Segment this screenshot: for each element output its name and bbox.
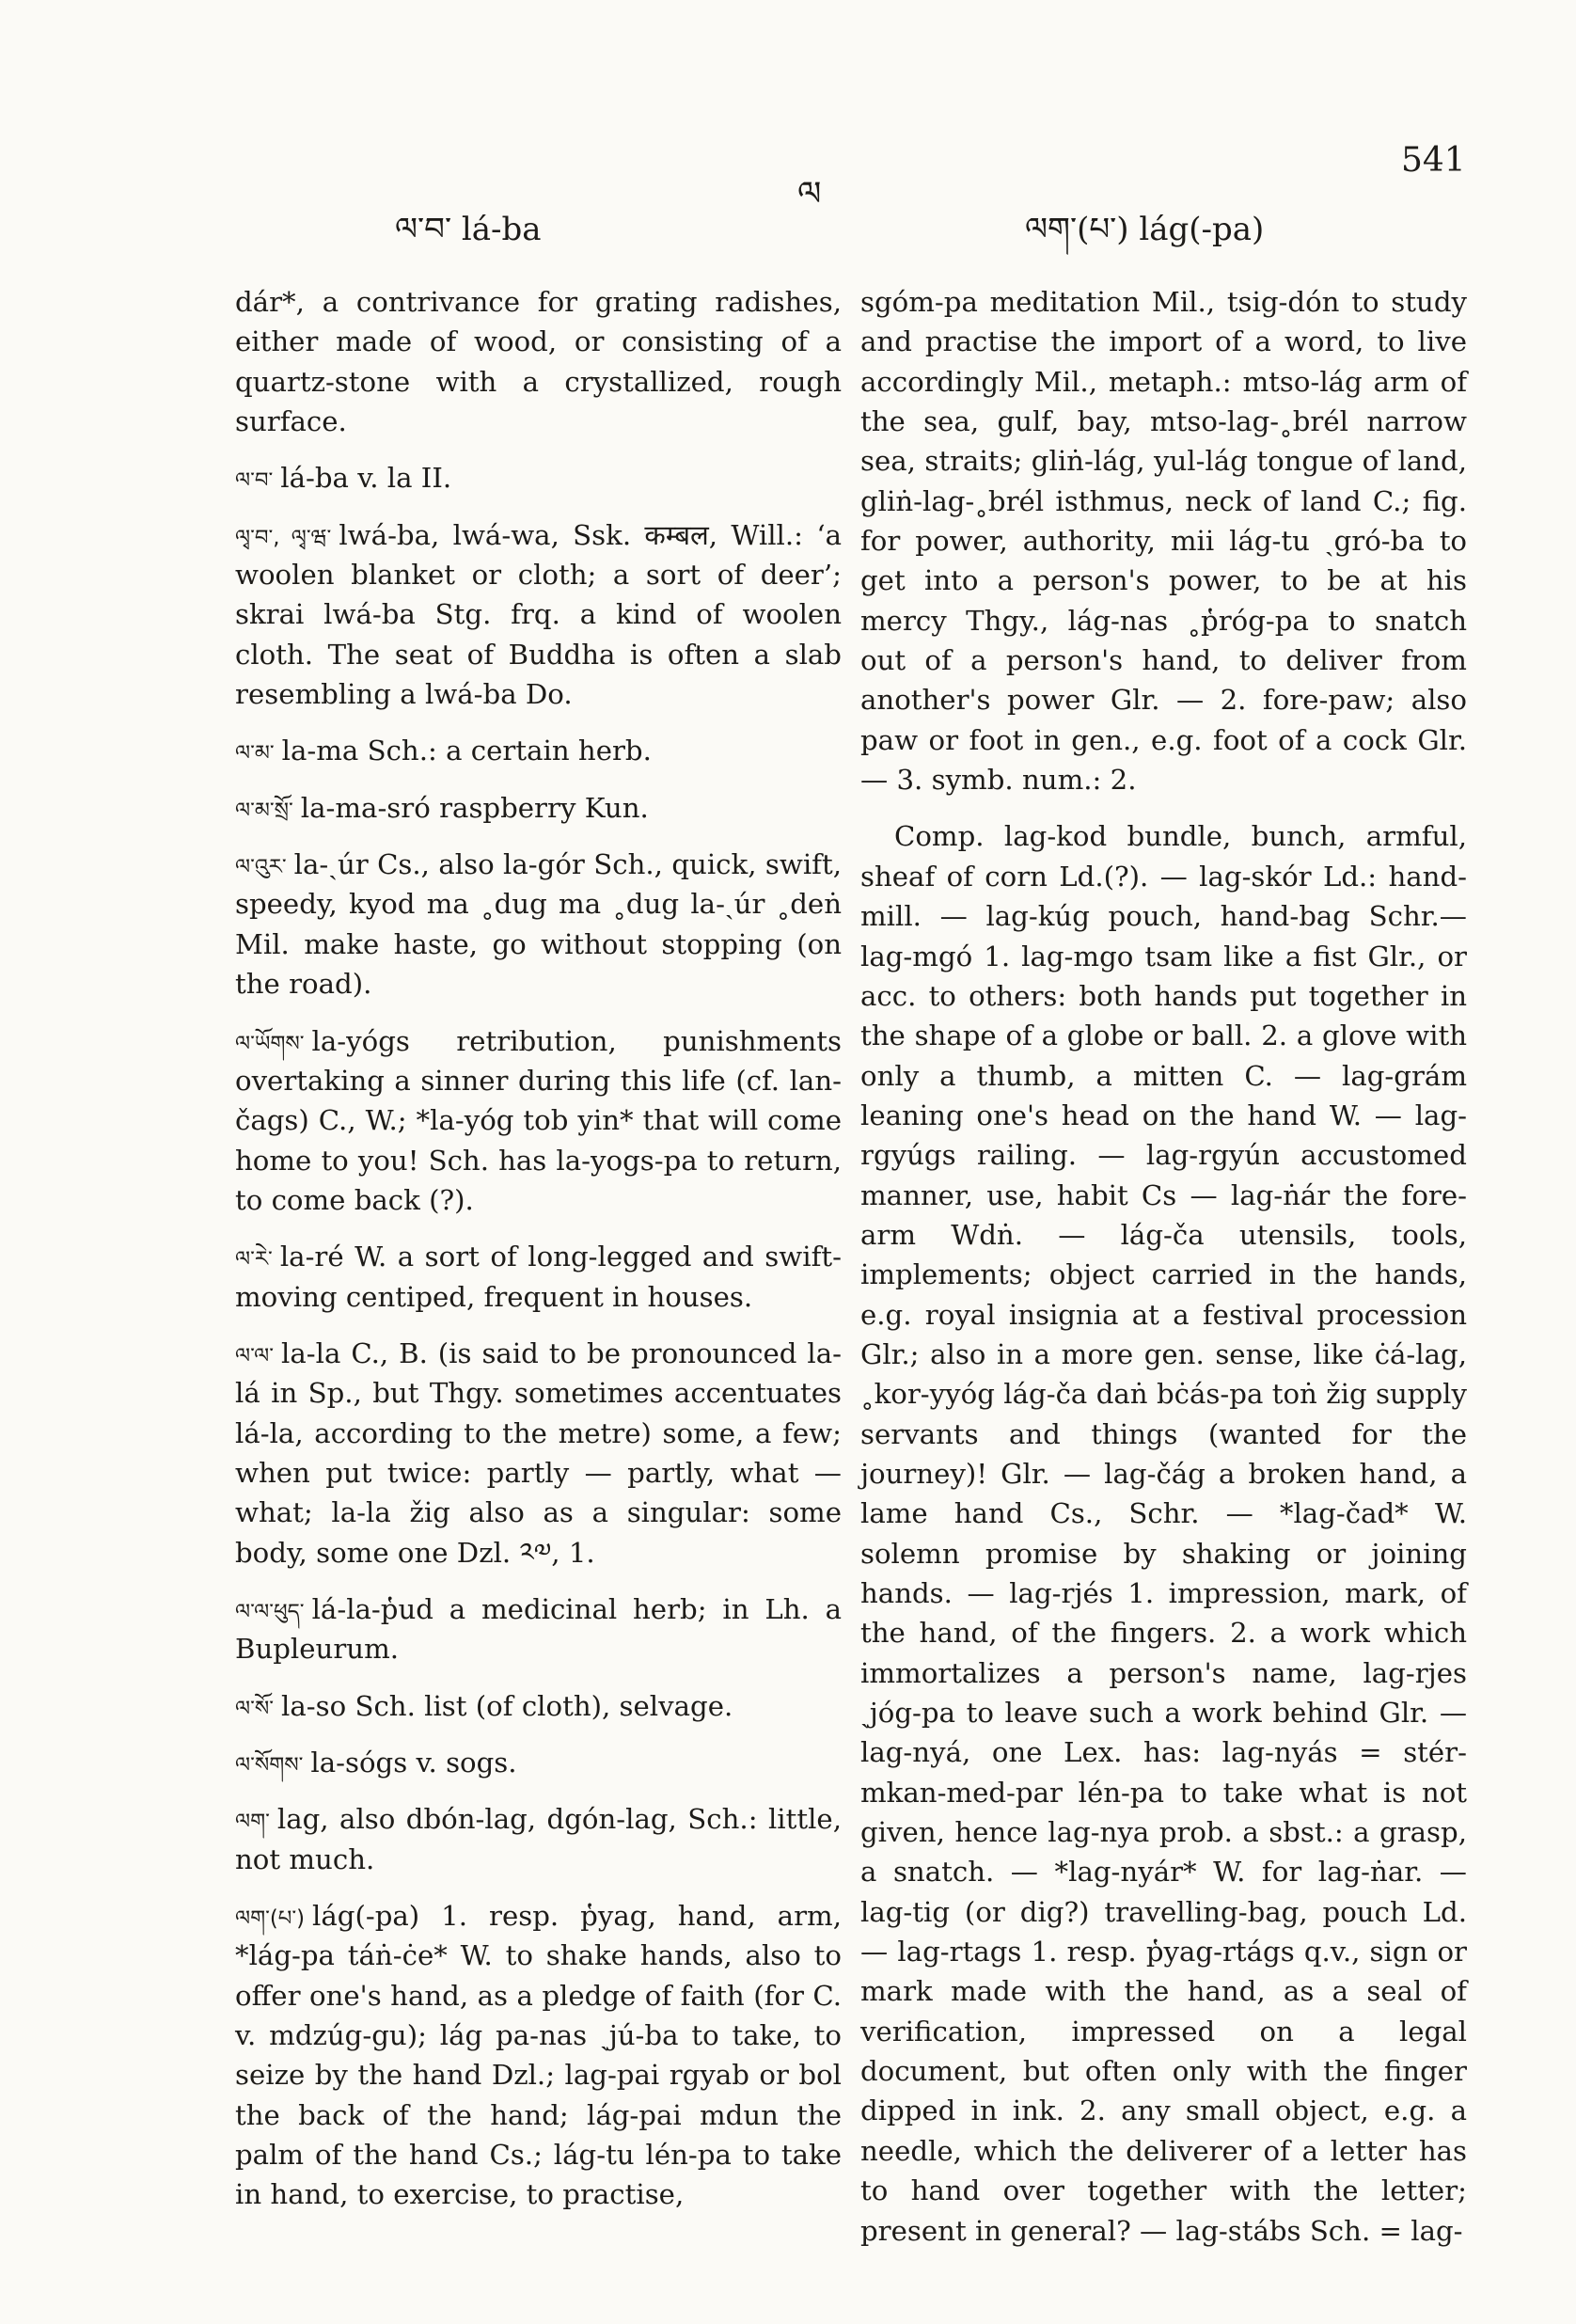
dictionary-entry <box>235 845 842 1004</box>
entry-headword-tibetan: ལ་མ་ <box>235 741 275 767</box>
entry-text: la-so Sch. list (of cloth), selvage. <box>281 1689 733 1722</box>
entry-text: la-ˏúr Cs., also la-gór Sch., quick, swift, speedy, kyod ma ˳dug ma ˳dug la-ˏúr ˳deṅ Mil. make haste, go without stopping (on the road). <box>235 848 842 1001</box>
right-column <box>860 282 1467 2268</box>
entry-headword-tibetan: ལ་སོགས་ <box>235 1753 304 1778</box>
entry-text: la-sógs v. sogs. <box>310 1747 517 1779</box>
entry-text: la-yógs retribution, punishments overtaking a sinner during this life (cf. lan-čags) C., W.; *la-yóg tob yin* that will come home to you! Sch. has la-yogs-pa to return, to come back (?). <box>235 1024 842 1216</box>
left-column <box>235 282 842 2232</box>
dictionary-entry <box>235 1799 842 1879</box>
entry-text: lwá-ba, lwá-wa, Ssk. कम्बल, Will.: ‘a woolen blanket or cloth; a sort of deer’; skrai lwá-ba Stg. frq. a kind of woolen cloth. The seat of Buddha is often a slab resembling a lwá-ba Do. <box>235 518 842 711</box>
running-header <box>0 0 1576 263</box>
entry-text: la-ma Sch.: a certain herb. <box>281 735 652 767</box>
entry-headword-tibetan: ལ་ལ་ཕུད་ <box>235 1599 305 1624</box>
page-number: 541 <box>1401 141 1466 180</box>
entry-text: lág(-pa) 1. resp. p̔yag, hand, arm, *lág-pa táṅ-ċe* W. to shake hands, also to offer one's hand, as a pledge of faith (for C. v. mdzúg-gu); lág pa-nas ˏjú-ba to take, to seize by the hand Dzl.; lag-pai rgyab or bol the back of the hand; lág-pai mdun the palm of the hand Cs.; lág-tu lén-pa to take in hand, to exercise, to practise, <box>235 1900 842 2211</box>
entry-text: lá-ba v. la II. <box>280 462 452 495</box>
entry-text: dár*, a contrivance for grating radishes, either made of wood, or consisting of a quartz-stone with a crystallized, rough surface. <box>235 286 842 438</box>
compounds-paragraph <box>860 816 1467 2250</box>
entry-text: la-ma-sró raspberry Kun. <box>300 791 649 824</box>
entry-text: lá-la-p̔ud a medicinal herb; in Lh. a Bupleurum. <box>235 1592 842 1666</box>
entry-text: Comp. lag-kod bundle, bunch, armful, sheaf of corn Ld.(?). — lag-skór Ld.: hand-mill. — lag-kúg pouch, hand-bag Schr.— lag-mgó 1. lag-mgo tsam like a fist Glr., or acc. to others: both hands put together in the shape of a globe or ball. 2. a glove with only a thumb, a mitten C. — lag-grám leaning one's head on the hand W. — lag-rgyúgs railing. — lag-rgyún accustomed manner, use, habit Cs — lag-ṅár the fore-arm Wdṅ. — lág-ča utensils, tools, implements; object carried in the hands, e.g. royal insignia at a festival procession Glr.; also in a more gen. sense, like ċá-lag, ˳kor-yyóg lág-ča daṅ bċás-pa toṅ žig supply servants and things (wanted for the journey)! Glr. — lag-čág a broken hand, a lame hand Cs., Schr. — *lag-čad* W. solemn promise by shaking or joining hands. — lag-rjés 1. impression, mark, of the hand, of the fingers. 2. a work which immortalizes a person's name, lag-rjes ˏjóg-pa to leave such a work behind Glr. — lag-nyá, one Lex. has: lag-nyás = stér-mkan-med-par lén-pa to take what is not given, hence lag-nya prob. a sbst.: a grasp, a snatch. — *lag-nyár* W. for lag-ṅar. — lag-tig (or dig?) travelling-bag, pouch Ld. — lag-rtags 1. resp. p̔yag-rtágs q.v., sign or mark made with the hand, as a seal of verification, impressed on a legal document, but often only with the finger dipped in ink. 2. any small object, e.g. a needle, which the deliverer of a letter has to hand over together with the letter; present in general? — lag-stábs Sch. = lag- <box>860 820 1467 2247</box>
entry-headword-tibetan: ལག་ <box>235 1810 270 1835</box>
entry-headword-tibetan: ལ་སོ་ <box>235 1696 275 1721</box>
entry-text: lag, also dbón-lag, dgón-lag, Sch.: little, not much. <box>235 1803 842 1875</box>
dictionary-entry <box>235 458 842 498</box>
entry-text: la-la C., B. (is said to be pronounced la-lá in Sp., but Thgy. sometimes accentuates lá-la, according to the metre) some, a few; when put twice: partly — partly, what — what; la-la žig also as a singular: some body, some one Dzl. ༢༧, 1. <box>235 1336 842 1569</box>
entry-text: la-ré W. a sort of long-legged and swift-moving centiped, frequent in houses. <box>235 1241 842 1313</box>
entry-headword-tibetan: ལ་འུར་ <box>235 855 287 880</box>
entry-headword-tibetan: ལ་བ་ <box>235 468 274 494</box>
dictionary-entry <box>235 731 842 770</box>
dictionary-entry <box>235 1334 842 1573</box>
dictionary-entry <box>235 1743 842 1782</box>
running-head-right: ལག་(པ་) lág(-pa) <box>1025 211 1265 248</box>
entry-headword-tibetan: ལག་(པ་) <box>235 1906 306 1932</box>
dictionary-entry <box>235 282 842 441</box>
dictionary-entry <box>235 1589 842 1669</box>
dictionary-entry <box>235 515 842 715</box>
dictionary-entry <box>235 1896 842 2215</box>
entry-headword-tibetan: ལ་ཡོགས་ <box>235 1031 305 1056</box>
dictionary-entry <box>235 1237 842 1317</box>
dictionary-entry <box>235 1686 842 1726</box>
entry-headword-tibetan: ལ་ལ་ <box>235 1343 275 1368</box>
dictionary-entry <box>235 1021 842 1221</box>
running-head-letter: ལ <box>797 175 822 213</box>
entry-headword-tibetan: ལ་མ་སྲོ་ <box>235 798 293 823</box>
running-head-left: ལ་བ་ lá-ba <box>395 211 542 248</box>
dictionary-entry <box>235 788 842 828</box>
entry-headword-tibetan: ལ་རེ་ <box>235 1247 273 1273</box>
entry-text: sgóm-pa meditation Mil., tsig-dón to study and practise the import of a word, to live accordingly Mil., metaph.: mtso-lág arm of the sea, gulf, bay, mtso-lag-˳brél narrow sea, straits; gliṅ-lág, yul-lág tongue of land, gliṅ-lag-˳brél isthmus, neck of land C.; fig. for power, authority, mii lág-tu ˏgró-ba to get into a person's power, to be at his mercy Thgy., lág-nas ˳p̔róg-pa to snatch out of a person's hand, to deliver from another's power Glr. — 2. fore-paw; also paw or foot in gen., e.g. foot of a cock Glr. — 3. symb. num.: 2. <box>860 286 1467 797</box>
dictionary-entry-continued <box>860 282 1467 799</box>
entry-headword-tibetan: ལྭ་བ་, ལྭ་ཝ་ <box>235 525 332 550</box>
